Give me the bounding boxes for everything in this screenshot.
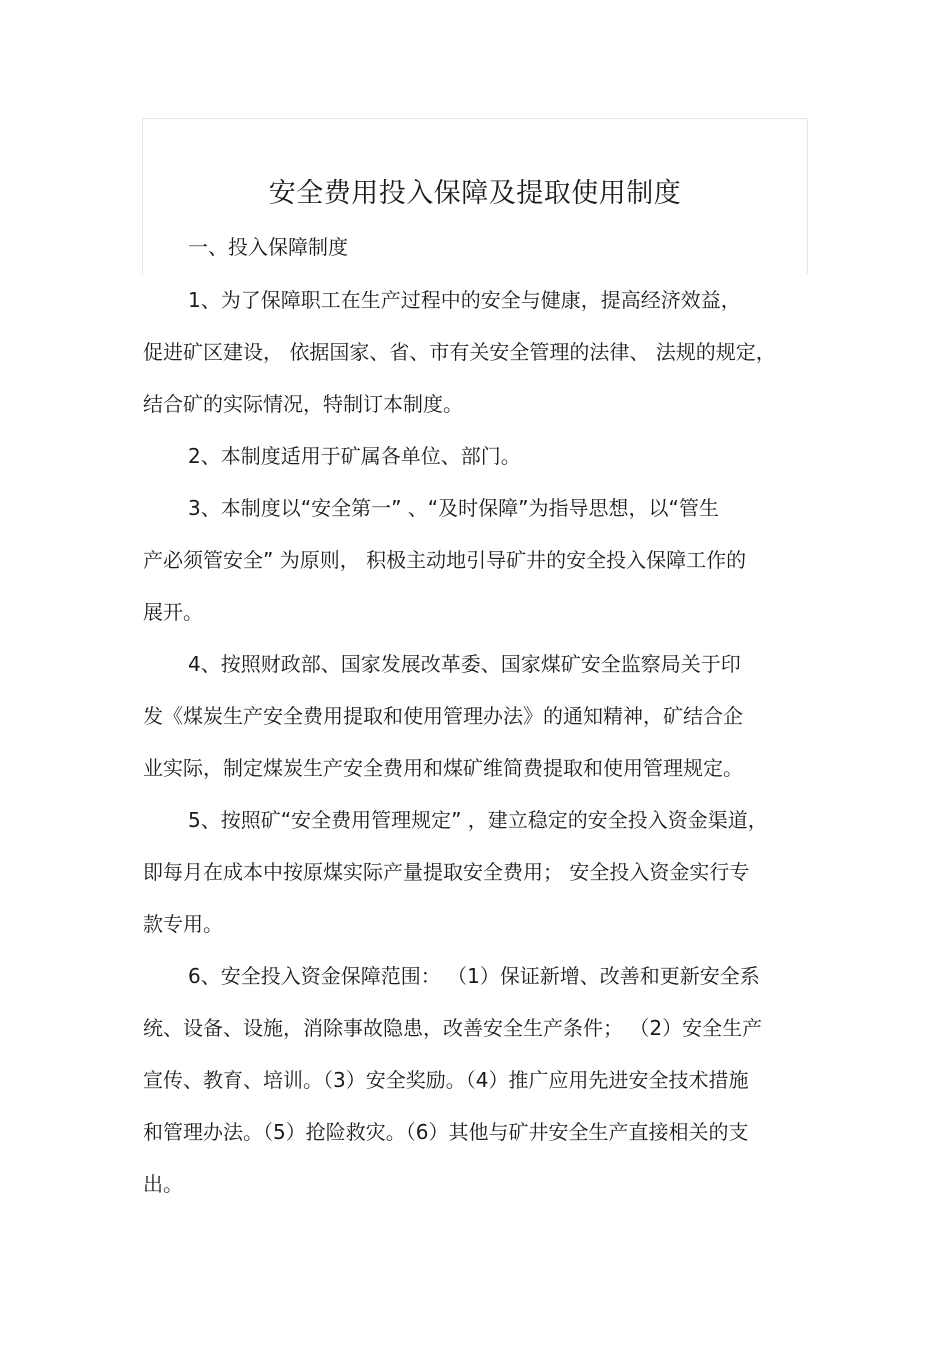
paragraph-1-line-2: 促进矿区建设， 依据国家、省、市有关安全管理的法律、 法规的规定， (143, 340, 776, 364)
paragraph-3-line-1: 3、本制度以“安全第一” 、“及时保障”为指导思想，以“管生 (188, 496, 719, 520)
paragraph-4-line-2: 发《煤炭生产安全费用提取和使用管理办法》的通知精神，矿结合企 (143, 704, 743, 728)
paragraph-4-line-1: 4、按照财政部、国家发展改革委、国家煤矿安全监察局关于印 (188, 652, 741, 676)
section-heading: 一、投入保障制度 (188, 235, 348, 259)
paragraph-6-line-5: 出。 (143, 1172, 183, 1196)
paragraph-6-line-3: 宣传、教育、培训。（3）安全奖励。（4）推广应用先进安全技术措施 (143, 1068, 749, 1092)
paragraph-3-line-2: 产必须管安全” 为原则， 积极主动地引导矿井的安全投入保障工作的 (143, 548, 747, 572)
paragraph-4-line-3: 业实际，制定煤炭生产安全费用和煤矿维简费提取和使用管理规定。 (143, 756, 743, 780)
document-title: 安全费用投入保障及提取使用制度 (268, 178, 682, 209)
paragraph-5-line-1: 5、按照矿“安全费用管理规定” ，建立稳定的安全投入资金渠道， (188, 808, 768, 832)
paragraph-2-line-1: 2、本制度适用于矿属各单位、部门。 (188, 444, 521, 468)
paragraph-3-line-3: 展开。 (143, 600, 203, 624)
paragraph-6-line-4: 和管理办法。（5）抢险救灾。（6）其他与矿井安全生产直接相关的支 (143, 1120, 749, 1144)
paragraph-6-line-1: 6、安全投入资金保障范围： （1）保证新增、改善和更新安全系 (188, 964, 760, 988)
paragraph-5-line-2: 即每月在成本中按原煤实际产量提取安全费用； 安全投入资金实行专 (143, 860, 750, 884)
paragraph-1-line-1: 1、为了保障职工在生产过程中的安全与健康，提高经济效益， (188, 288, 741, 312)
paragraph-5-line-3: 款专用。 (143, 912, 223, 936)
paragraph-1-line-3: 结合矿的实际情况，特制订本制度。 (143, 392, 463, 416)
paragraph-6-line-2: 统、设备、设施，消除事故隐患，改善安全生产条件； （2）安全生产 (143, 1016, 763, 1040)
